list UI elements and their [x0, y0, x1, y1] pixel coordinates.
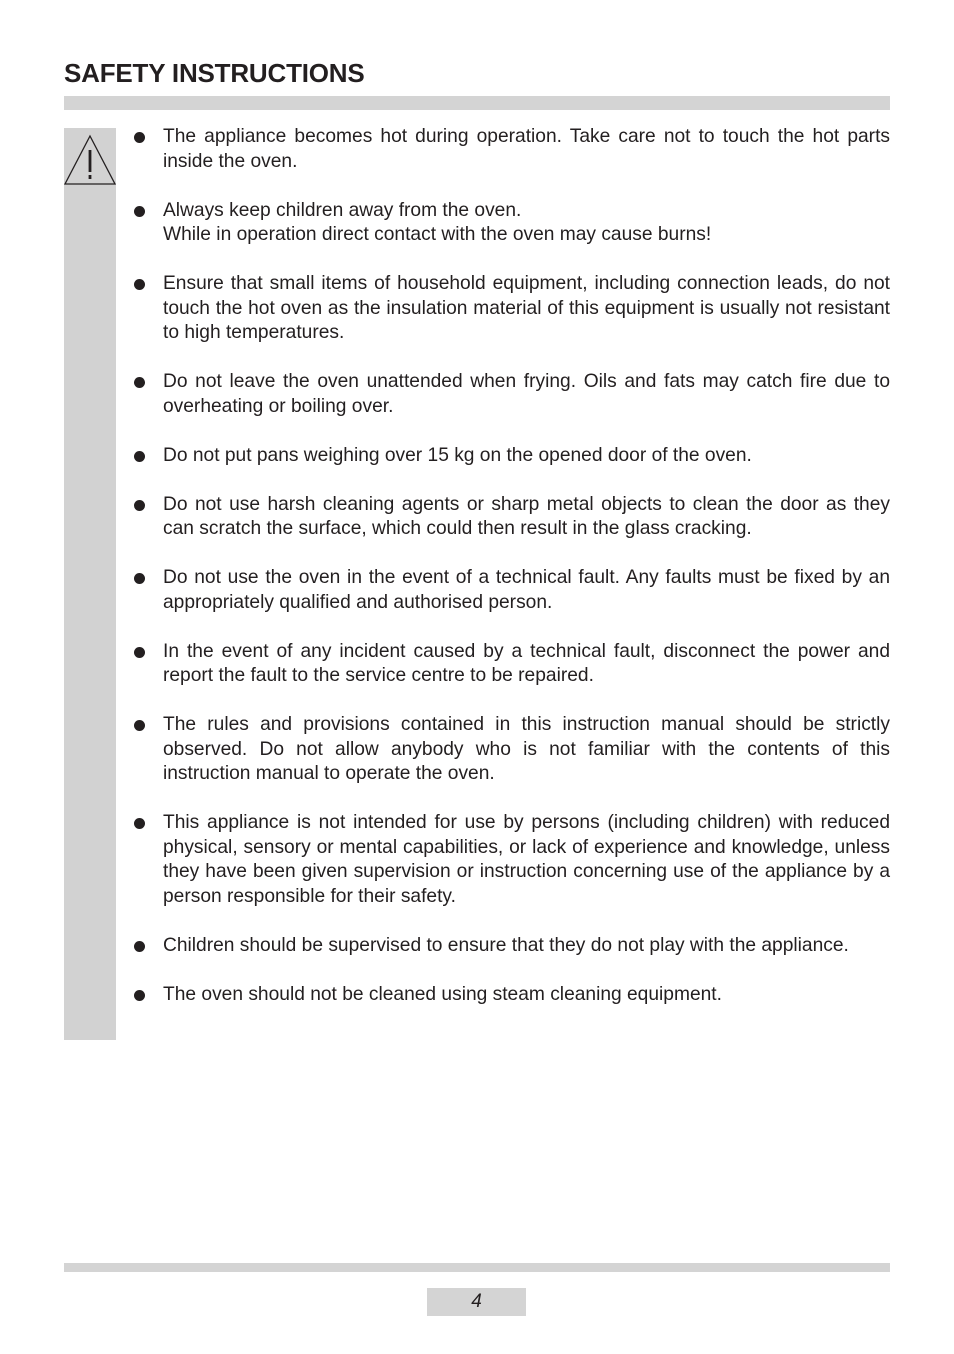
list-item: Always keep children away from the oven. While in operation direct contact with the oven may cause burns!	[130, 199, 890, 248]
header-divider	[64, 96, 890, 110]
list-item: This appliance is not intended for use by persons (including children) with reduced physical, sensory or mental capabilities, or lack of experience and knowledge, unless they have been given supervision or instruction concerning use of the appliance by a person responsible for their safety.	[130, 811, 890, 909]
list-item: The appliance becomes hot during operation. Take care not to touch the hot parts inside the oven.	[130, 125, 890, 174]
safety-list	[130, 125, 890, 1032]
list-item: Do not use harsh cleaning agents or sharp metal objects to clean the door as they can scratch the surface, which could then result in the glass cracking.	[130, 493, 890, 542]
list-item: Children should be supervised to ensure that they do not play with the appliance.	[130, 934, 890, 959]
warning-sidebar	[64, 128, 116, 1040]
list-item: The rules and provisions contained in this instruction manual should be strictly observed. Do not allow anybody who is not familiar with the contents of this instruction manual to operate the oven.	[130, 713, 890, 787]
page-number: 4	[427, 1288, 526, 1316]
list-item: In the event of any incident caused by a technical fault, disconnect the power and report the fault to the service centre to be repaired.	[130, 640, 890, 689]
footer-divider	[64, 1263, 890, 1272]
warning-triangle-icon	[64, 134, 118, 188]
list-item: Do not leave the oven unattended when frying. Oils and fats may catch fire due to overheating or boiling over.	[130, 370, 890, 419]
page-title: SAFETY INSTRUCTIONS	[64, 58, 365, 88]
list-item: Do not use the oven in the event of a technical fault. Any faults must be fixed by an appropriately qualified and authorised person.	[130, 566, 890, 615]
list-item: Do not put pans weighing over 15 kg on the opened door of the oven.	[130, 444, 890, 469]
list-item: The oven should not be cleaned using steam cleaning equipment.	[130, 983, 890, 1008]
list-item: Ensure that small items of household equipment, including connection leads, do not touch the hot oven as the insulation material of this equipment is usually not resistant to high temperatures.	[130, 272, 890, 346]
